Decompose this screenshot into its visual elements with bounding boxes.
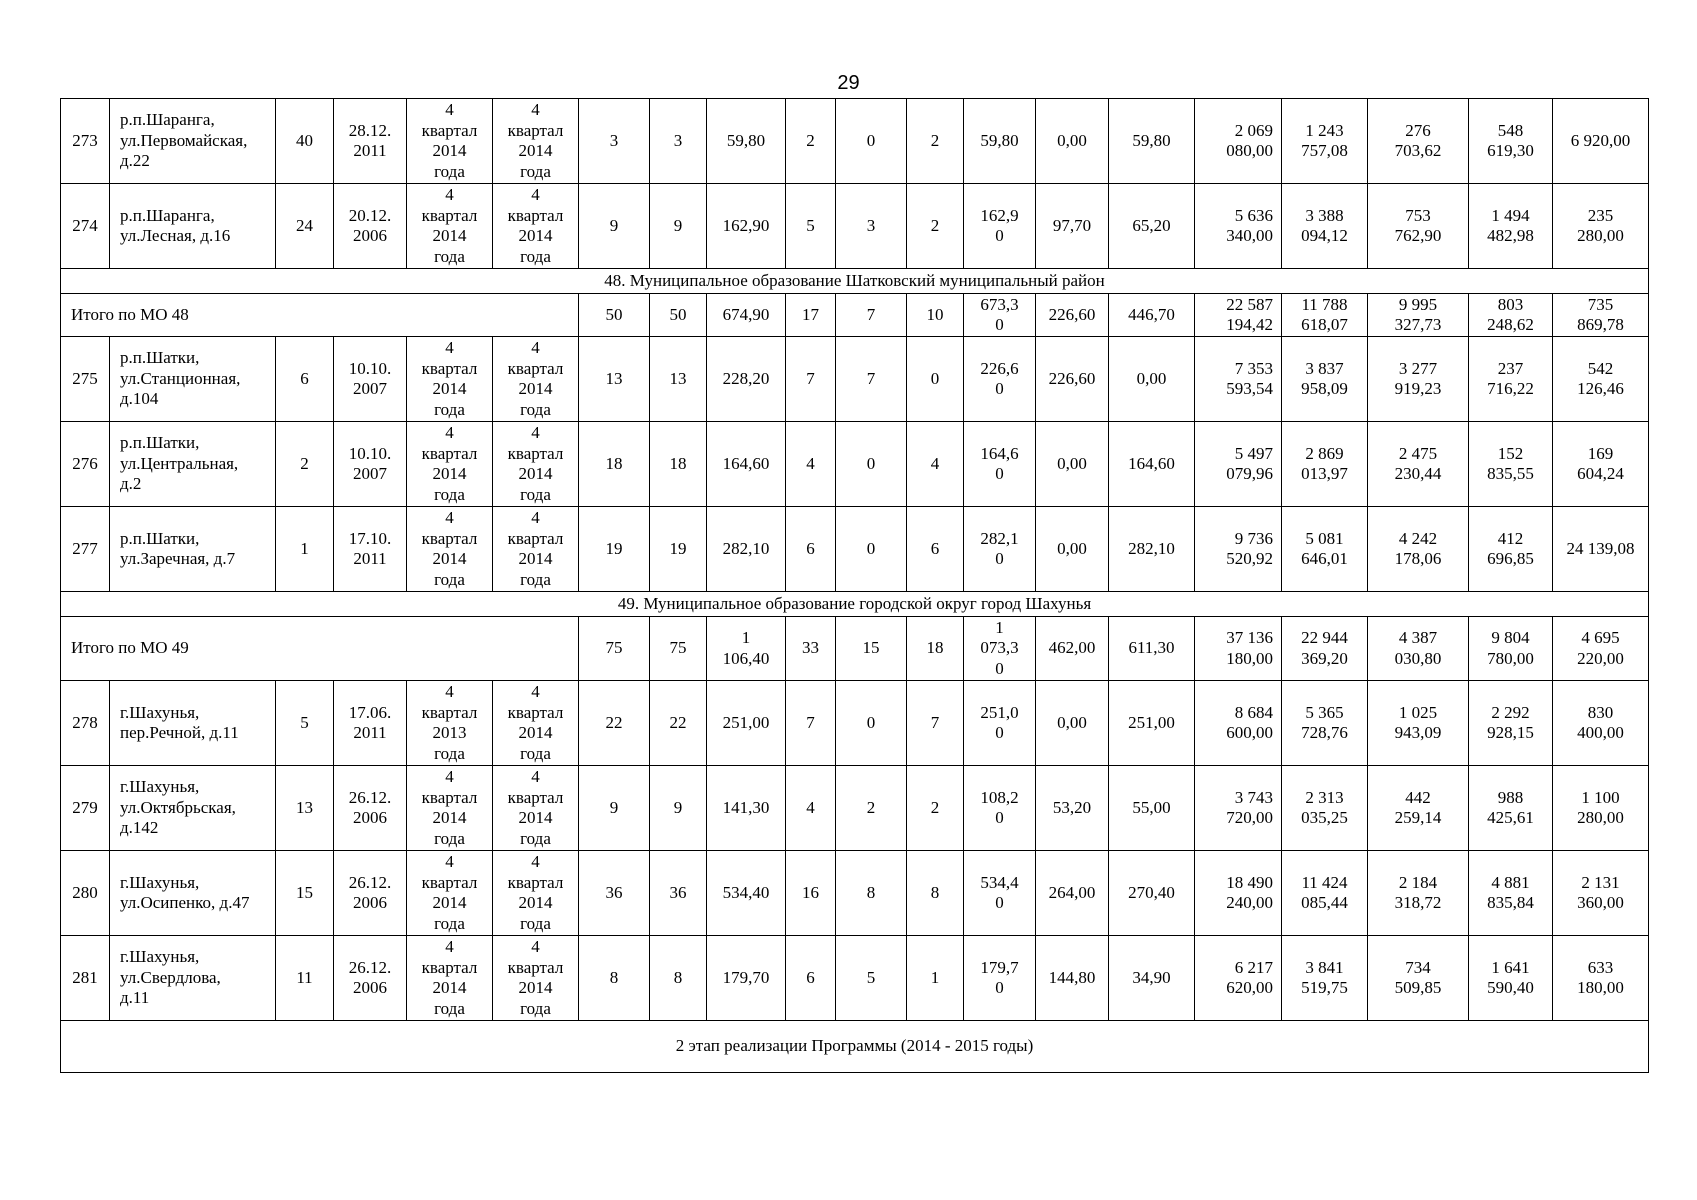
cell-area-total: 164,60 <box>707 422 786 507</box>
cell-area-relocated: 282,1 0 <box>964 507 1036 592</box>
cell-row-number: 276 <box>61 422 110 507</box>
cell-rooms-total: 6 <box>786 936 836 1021</box>
cell-area-private: 55,00 <box>1109 766 1195 851</box>
cell-residents-count: 36 <box>579 851 650 936</box>
cell-actual-quarter: 4 квартал 2014 года <box>493 422 579 507</box>
cell-area-municipal: 0,00 <box>1036 681 1109 766</box>
cell-apartments-count: 15 <box>276 851 334 936</box>
total-area-total: 674,90 <box>707 294 786 337</box>
cell-cost-fund: 2 313 035,25 <box>1282 766 1368 851</box>
cell-rooms-municipal: 5 <box>836 936 907 1021</box>
total-area-municipal: 462,00 <box>1036 617 1109 681</box>
total-label: Итого по МО 49 <box>61 617 579 681</box>
cell-address: г.Шахунья, ул.Осипенко, д.47 <box>110 851 276 936</box>
total-cost-fund: 11 788 618,07 <box>1282 294 1368 337</box>
cell-planned-quarter: 4 квартал 2014 года <box>407 766 493 851</box>
total-rooms-total: 17 <box>786 294 836 337</box>
cell-residents-count: 9 <box>579 184 650 269</box>
cell-area-relocated: 162,9 0 <box>964 184 1036 269</box>
cell-cost-total: 2 069 080,00 <box>1195 99 1282 184</box>
cell-cost-region: 276 703,62 <box>1368 99 1469 184</box>
cell-rooms-municipal: 2 <box>836 766 907 851</box>
cell-planned-quarter: 4 квартал 2013 года <box>407 681 493 766</box>
cell-recognition-date: 20.12. 2006 <box>334 184 407 269</box>
cell-rooms-private: 2 <box>907 184 964 269</box>
cell-rooms-total: 7 <box>786 681 836 766</box>
cell-rooms-private: 8 <box>907 851 964 936</box>
cell-rooms-total: 16 <box>786 851 836 936</box>
cell-apartments-count: 24 <box>276 184 334 269</box>
cell-address: г.Шахунья, пер.Речной, д.11 <box>110 681 276 766</box>
cell-cost-municipal: 412 696,85 <box>1469 507 1553 592</box>
cell-rooms-total: 4 <box>786 766 836 851</box>
cell-cost-fund: 3 388 094,12 <box>1282 184 1368 269</box>
total-area-relocated: 1 073,3 0 <box>964 617 1036 681</box>
cell-cost-total: 8 684 600,00 <box>1195 681 1282 766</box>
cell-planned-quarter: 4 квартал 2014 года <box>407 184 493 269</box>
cell-cost-extra: 6 920,00 <box>1553 99 1649 184</box>
total-cost-extra: 735 869,78 <box>1553 294 1649 337</box>
cell-area-total: 179,70 <box>707 936 786 1021</box>
table-rows-sharanga <box>61 99 1649 269</box>
cell-cost-extra: 235 280,00 <box>1553 184 1649 269</box>
cell-cost-municipal: 237 716,22 <box>1469 337 1553 422</box>
cell-rooms-private: 2 <box>907 766 964 851</box>
cell-residents-relocated: 9 <box>650 766 707 851</box>
cell-area-relocated: 251,0 0 <box>964 681 1036 766</box>
cell-area-relocated: 59,80 <box>964 99 1036 184</box>
cell-row-number: 279 <box>61 766 110 851</box>
cell-cost-fund: 3 841 519,75 <box>1282 936 1368 1021</box>
cell-planned-quarter: 4 квартал 2014 года <box>407 936 493 1021</box>
table-row <box>61 681 1649 766</box>
total-residents-count: 75 <box>579 617 650 681</box>
section-title-49: 49. Муниципальное образование городской округ город Шахунья <box>61 592 1649 617</box>
cell-planned-quarter: 4 квартал 2014 года <box>407 507 493 592</box>
cell-rooms-municipal: 8 <box>836 851 907 936</box>
cell-area-private: 65,20 <box>1109 184 1195 269</box>
cell-area-total: 534,40 <box>707 851 786 936</box>
cell-rooms-private: 1 <box>907 936 964 1021</box>
cell-row-number: 277 <box>61 507 110 592</box>
cell-cost-municipal: 152 835,55 <box>1469 422 1553 507</box>
cell-area-municipal: 53,20 <box>1036 766 1109 851</box>
cell-area-total: 228,20 <box>707 337 786 422</box>
cell-address: р.п.Шатки, ул.Центральная, д.2 <box>110 422 276 507</box>
cell-cost-region: 4 242 178,06 <box>1368 507 1469 592</box>
total-rooms-private: 18 <box>907 617 964 681</box>
cell-rooms-municipal: 7 <box>836 337 907 422</box>
cell-cost-extra: 633 180,00 <box>1553 936 1649 1021</box>
cell-row-number: 275 <box>61 337 110 422</box>
housing-program-table <box>60 98 1649 1073</box>
cell-actual-quarter: 4 квартал 2014 года <box>493 99 579 184</box>
cell-actual-quarter: 4 квартал 2014 года <box>493 851 579 936</box>
table-row <box>61 184 1649 269</box>
cell-area-municipal: 226,60 <box>1036 337 1109 422</box>
cell-area-relocated: 164,6 0 <box>964 422 1036 507</box>
cell-cost-fund: 2 869 013,97 <box>1282 422 1368 507</box>
cell-rooms-municipal: 0 <box>836 422 907 507</box>
cell-area-private: 270,40 <box>1109 851 1195 936</box>
total-rooms-municipal: 7 <box>836 294 907 337</box>
cell-cost-fund: 5 365 728,76 <box>1282 681 1368 766</box>
cell-area-private: 0,00 <box>1109 337 1195 422</box>
cell-rooms-total: 4 <box>786 422 836 507</box>
cell-area-municipal: 0,00 <box>1036 422 1109 507</box>
cell-area-relocated: 108,2 0 <box>964 766 1036 851</box>
cell-area-municipal: 264,00 <box>1036 851 1109 936</box>
cell-recognition-date: 17.10. 2011 <box>334 507 407 592</box>
cell-recognition-date: 10.10. 2007 <box>334 337 407 422</box>
cell-recognition-date: 17.06. 2011 <box>334 681 407 766</box>
cell-area-relocated: 534,4 0 <box>964 851 1036 936</box>
cell-rooms-municipal: 0 <box>836 507 907 592</box>
total-area-municipal: 226,60 <box>1036 294 1109 337</box>
cell-cost-extra: 24 139,08 <box>1553 507 1649 592</box>
cell-residents-count: 22 <box>579 681 650 766</box>
stage-footer-row <box>61 1021 1649 1073</box>
cell-cost-fund: 11 424 085,44 <box>1282 851 1368 936</box>
cell-area-private: 59,80 <box>1109 99 1195 184</box>
table-row <box>61 507 1649 592</box>
cell-actual-quarter: 4 квартал 2014 года <box>493 936 579 1021</box>
cell-actual-quarter: 4 квартал 2014 года <box>493 507 579 592</box>
total-cost-region: 9 995 327,73 <box>1368 294 1469 337</box>
cell-residents-relocated: 9 <box>650 184 707 269</box>
cell-area-municipal: 0,00 <box>1036 99 1109 184</box>
cell-area-total: 59,80 <box>707 99 786 184</box>
cell-address: р.п.Шаранга, ул.Лесная, д.16 <box>110 184 276 269</box>
cell-residents-relocated: 22 <box>650 681 707 766</box>
cell-rooms-total: 7 <box>786 337 836 422</box>
table-rows-shakhunya <box>61 681 1649 1021</box>
cell-cost-extra: 542 126,46 <box>1553 337 1649 422</box>
cell-apartments-count: 40 <box>276 99 334 184</box>
cell-cost-region: 753 762,90 <box>1368 184 1469 269</box>
total-cost-extra: 4 695 220,00 <box>1553 617 1649 681</box>
cell-cost-total: 9 736 520,92 <box>1195 507 1282 592</box>
cell-cost-fund: 1 243 757,08 <box>1282 99 1368 184</box>
total-cost-fund: 22 944 369,20 <box>1282 617 1368 681</box>
cell-planned-quarter: 4 квартал 2014 года <box>407 99 493 184</box>
cell-cost-region: 2 475 230,44 <box>1368 422 1469 507</box>
total-row-48 <box>61 294 1649 337</box>
cell-rooms-total: 6 <box>786 507 836 592</box>
cell-row-number: 278 <box>61 681 110 766</box>
cell-planned-quarter: 4 квартал 2014 года <box>407 422 493 507</box>
cell-planned-quarter: 4 квартал 2014 года <box>407 851 493 936</box>
table-row <box>61 337 1649 422</box>
cell-residents-relocated: 18 <box>650 422 707 507</box>
cell-recognition-date: 26.12. 2006 <box>334 766 407 851</box>
cell-recognition-date: 26.12. 2006 <box>334 936 407 1021</box>
cell-apartments-count: 2 <box>276 422 334 507</box>
cell-cost-total: 5 497 079,96 <box>1195 422 1282 507</box>
cell-area-total: 162,90 <box>707 184 786 269</box>
total-cost-region: 4 387 030,80 <box>1368 617 1469 681</box>
cell-residents-count: 13 <box>579 337 650 422</box>
cell-area-municipal: 97,70 <box>1036 184 1109 269</box>
cell-apartments-count: 13 <box>276 766 334 851</box>
cell-rooms-private: 7 <box>907 681 964 766</box>
cell-cost-extra: 2 131 360,00 <box>1553 851 1649 936</box>
page-number: 29 <box>837 72 860 94</box>
cell-row-number: 273 <box>61 99 110 184</box>
total-rooms-municipal: 15 <box>836 617 907 681</box>
cell-rooms-private: 6 <box>907 507 964 592</box>
cell-recognition-date: 10.10. 2007 <box>334 422 407 507</box>
cell-cost-extra: 169 604,24 <box>1553 422 1649 507</box>
cell-area-relocated: 179,7 0 <box>964 936 1036 1021</box>
cell-rooms-municipal: 0 <box>836 681 907 766</box>
cell-area-private: 164,60 <box>1109 422 1195 507</box>
cell-cost-total: 6 217 620,00 <box>1195 936 1282 1021</box>
section-title-48: 48. Муниципальное образование Шатковский муниципальный район <box>61 269 1649 294</box>
cell-row-number: 280 <box>61 851 110 936</box>
cell-cost-municipal: 1 641 590,40 <box>1469 936 1553 1021</box>
cell-area-municipal: 144,80 <box>1036 936 1109 1021</box>
total-area-relocated: 673,3 0 <box>964 294 1036 337</box>
cell-address: р.п.Шаранга, ул.Первомайская, д.22 <box>110 99 276 184</box>
cell-cost-region: 734 509,85 <box>1368 936 1469 1021</box>
table-rows-shatki <box>61 337 1649 592</box>
cell-address: г.Шахунья, ул.Свердлова, д.11 <box>110 936 276 1021</box>
total-residents-count: 50 <box>579 294 650 337</box>
cell-actual-quarter: 4 квартал 2014 года <box>493 766 579 851</box>
cell-rooms-municipal: 3 <box>836 184 907 269</box>
cell-row-number: 281 <box>61 936 110 1021</box>
cell-address: р.п.Шатки, ул.Станционная, д.104 <box>110 337 276 422</box>
cell-cost-total: 5 636 340,00 <box>1195 184 1282 269</box>
section-header-row <box>61 269 1649 294</box>
cell-actual-quarter: 4 квартал 2014 года <box>493 337 579 422</box>
cell-area-total: 282,10 <box>707 507 786 592</box>
total-rooms-total: 33 <box>786 617 836 681</box>
cell-area-relocated: 226,6 0 <box>964 337 1036 422</box>
cell-residents-count: 19 <box>579 507 650 592</box>
cell-cost-total: 7 353 593,54 <box>1195 337 1282 422</box>
cell-cost-municipal: 4 881 835,84 <box>1469 851 1553 936</box>
cell-cost-municipal: 988 425,61 <box>1469 766 1553 851</box>
total-cost-municipal: 803 248,62 <box>1469 294 1553 337</box>
cell-cost-fund: 5 081 646,01 <box>1282 507 1368 592</box>
cell-residents-count: 8 <box>579 936 650 1021</box>
total-residents-relocated: 50 <box>650 294 707 337</box>
cell-rooms-total: 2 <box>786 99 836 184</box>
cell-cost-fund: 3 837 958,09 <box>1282 337 1368 422</box>
total-area-private: 446,70 <box>1109 294 1195 337</box>
cell-cost-region: 2 184 318,72 <box>1368 851 1469 936</box>
table-row <box>61 851 1649 936</box>
cell-rooms-private: 2 <box>907 99 964 184</box>
total-cost-total: 22 587 194,42 <box>1195 294 1282 337</box>
cell-residents-count: 9 <box>579 766 650 851</box>
cell-cost-total: 3 743 720,00 <box>1195 766 1282 851</box>
cell-residents-relocated: 19 <box>650 507 707 592</box>
cell-address: р.п.Шатки, ул.Заречная, д.7 <box>110 507 276 592</box>
cell-cost-municipal: 2 292 928,15 <box>1469 681 1553 766</box>
cell-address: г.Шахунья, ул.Октябрьская, д.142 <box>110 766 276 851</box>
cell-cost-municipal: 1 494 482,98 <box>1469 184 1553 269</box>
total-rooms-private: 10 <box>907 294 964 337</box>
total-row-49 <box>61 617 1649 681</box>
cell-rooms-total: 5 <box>786 184 836 269</box>
cell-recognition-date: 28.12. 2011 <box>334 99 407 184</box>
cell-row-number: 274 <box>61 184 110 269</box>
total-cost-municipal: 9 804 780,00 <box>1469 617 1553 681</box>
cell-area-municipal: 0,00 <box>1036 507 1109 592</box>
total-area-total: 1 106,40 <box>707 617 786 681</box>
total-residents-relocated: 75 <box>650 617 707 681</box>
cell-rooms-private: 0 <box>907 337 964 422</box>
cell-apartments-count: 1 <box>276 507 334 592</box>
cell-residents-count: 3 <box>579 99 650 184</box>
cell-area-private: 282,10 <box>1109 507 1195 592</box>
cell-residents-count: 18 <box>579 422 650 507</box>
cell-planned-quarter: 4 квартал 2014 года <box>407 337 493 422</box>
cell-apartments-count: 6 <box>276 337 334 422</box>
cell-area-total: 141,30 <box>707 766 786 851</box>
cell-cost-region: 442 259,14 <box>1368 766 1469 851</box>
cell-apartments-count: 5 <box>276 681 334 766</box>
table-row <box>61 936 1649 1021</box>
cell-area-private: 251,00 <box>1109 681 1195 766</box>
table-row <box>61 99 1649 184</box>
cell-recognition-date: 26.12. 2006 <box>334 851 407 936</box>
cell-residents-relocated: 8 <box>650 936 707 1021</box>
cell-rooms-private: 4 <box>907 422 964 507</box>
section-header-row <box>61 592 1649 617</box>
total-area-private: 611,30 <box>1109 617 1195 681</box>
cell-rooms-municipal: 0 <box>836 99 907 184</box>
cell-actual-quarter: 4 квартал 2014 года <box>493 184 579 269</box>
cell-area-private: 34,90 <box>1109 936 1195 1021</box>
cell-actual-quarter: 4 квартал 2014 года <box>493 681 579 766</box>
cell-cost-municipal: 548 619,30 <box>1469 99 1553 184</box>
cell-cost-total: 18 490 240,00 <box>1195 851 1282 936</box>
cell-apartments-count: 11 <box>276 936 334 1021</box>
cell-cost-region: 1 025 943,09 <box>1368 681 1469 766</box>
cell-cost-region: 3 277 919,23 <box>1368 337 1469 422</box>
cell-residents-relocated: 3 <box>650 99 707 184</box>
cell-cost-extra: 830 400,00 <box>1553 681 1649 766</box>
cell-residents-relocated: 13 <box>650 337 707 422</box>
table-row <box>61 422 1649 507</box>
table-row <box>61 766 1649 851</box>
cell-cost-extra: 1 100 280,00 <box>1553 766 1649 851</box>
total-cost-total: 37 136 180,00 <box>1195 617 1282 681</box>
cell-area-total: 251,00 <box>707 681 786 766</box>
cell-residents-relocated: 36 <box>650 851 707 936</box>
stage-footer-text: 2 этап реализации Программы (2014 - 2015 годы) <box>61 1021 1649 1073</box>
total-label: Итого по МО 48 <box>61 294 579 337</box>
